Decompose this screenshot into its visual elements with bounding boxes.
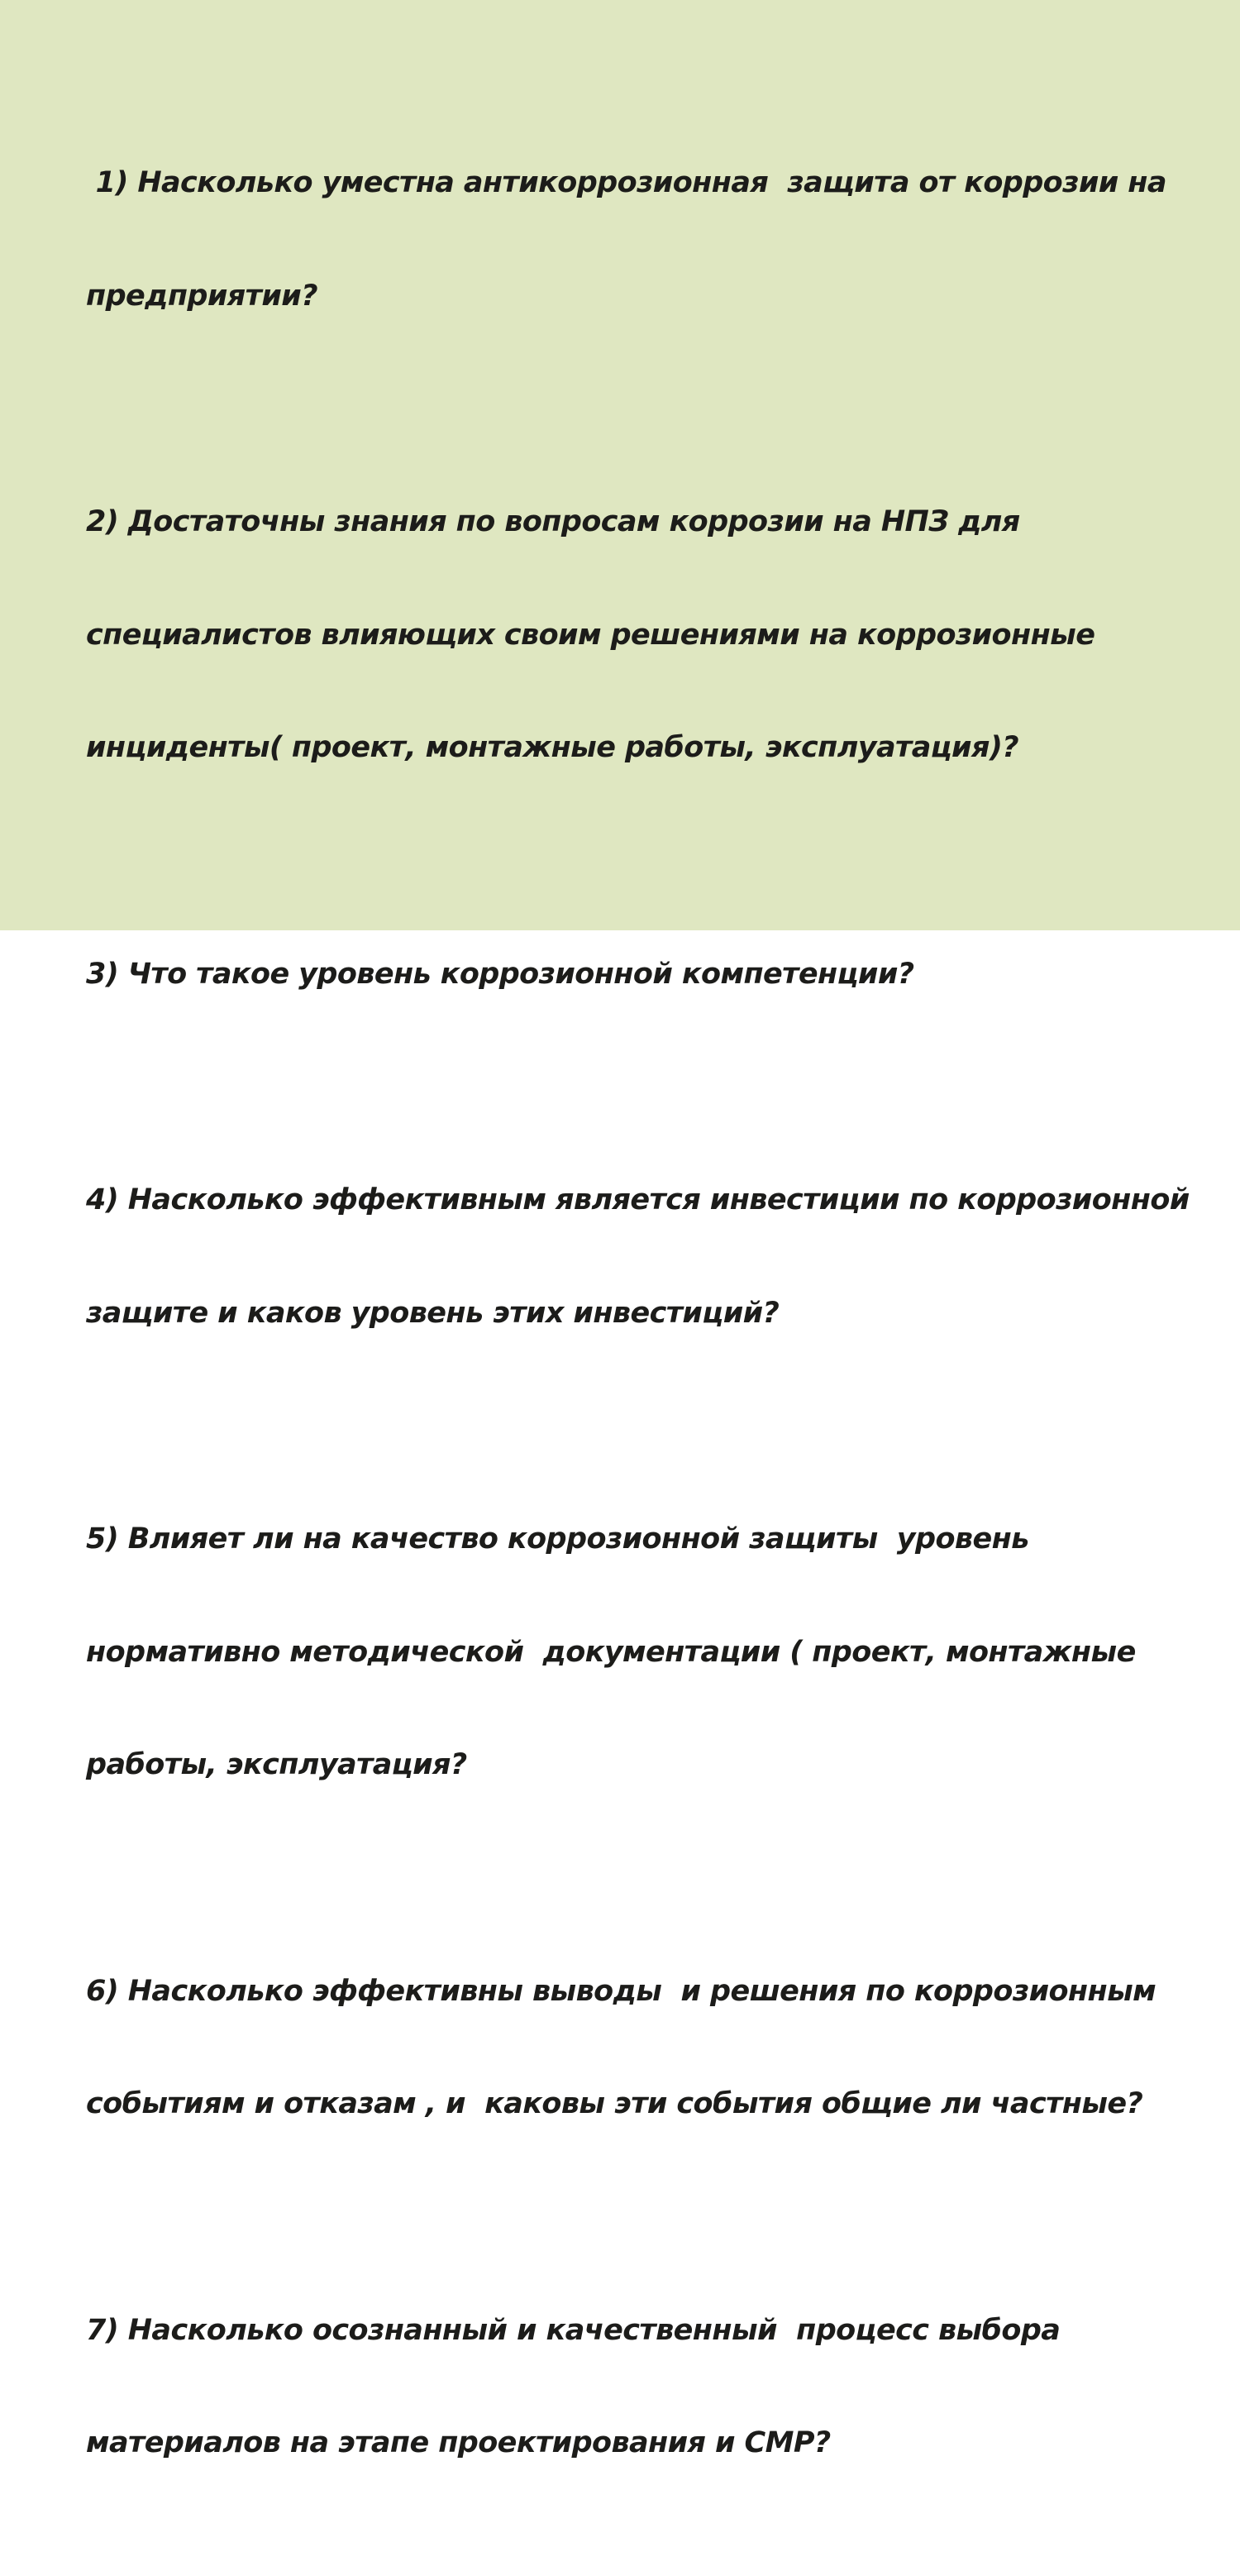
question-line: 2) Достаточны знания по вопросам коррозии на НПЗ для [86, 505, 1020, 538]
question-line: 7) Насколько осознанный и качественный процесс выбора [86, 2313, 1061, 2347]
question-line: материалов на этапе проектирования и СМР? [86, 2426, 831, 2459]
question-line: нормативно методической документации ( проект, монтажные [86, 1635, 1136, 1669]
question-line: 3) Что такое уровень коррозионной компетенции? [86, 957, 914, 991]
question-2 [86, 428, 1219, 843]
question-line: 4) Насколько эффективным является инвестиции по коррозионной [86, 1183, 1190, 1216]
question-3 [86, 881, 1219, 1069]
question-4 [86, 1106, 1219, 1407]
question-line: событиям и отказам , и каковы эти события общие ли частные? [86, 2087, 1143, 2120]
question-line: работы, эксплуатация? [86, 1748, 467, 1781]
question-line: инциденты( проект, монтажные работы, эксплуатация)? [86, 731, 1018, 764]
question-line: защите и каков уровень этих инвестиций? [86, 1296, 780, 1330]
question-7 [86, 2237, 1219, 2538]
question-line: предприятии? [86, 279, 317, 313]
question-6 [86, 1898, 1219, 2199]
question-line: 6) Насколько эффективны выводы и решения по коррозионным [86, 1974, 1157, 2008]
question-5 [86, 1446, 1219, 1860]
question-line: специалистов влияющих своим решениями на коррозионные [86, 618, 1095, 652]
question-line: 1) Насколько уместна антикоррозионная защита от коррозии на [86, 166, 1166, 199]
question-line: 5) Влияет ли на качество коррозионной защиты уровень [86, 1522, 1029, 1556]
question-1 [86, 89, 1219, 390]
question-list [86, 89, 1219, 2576]
